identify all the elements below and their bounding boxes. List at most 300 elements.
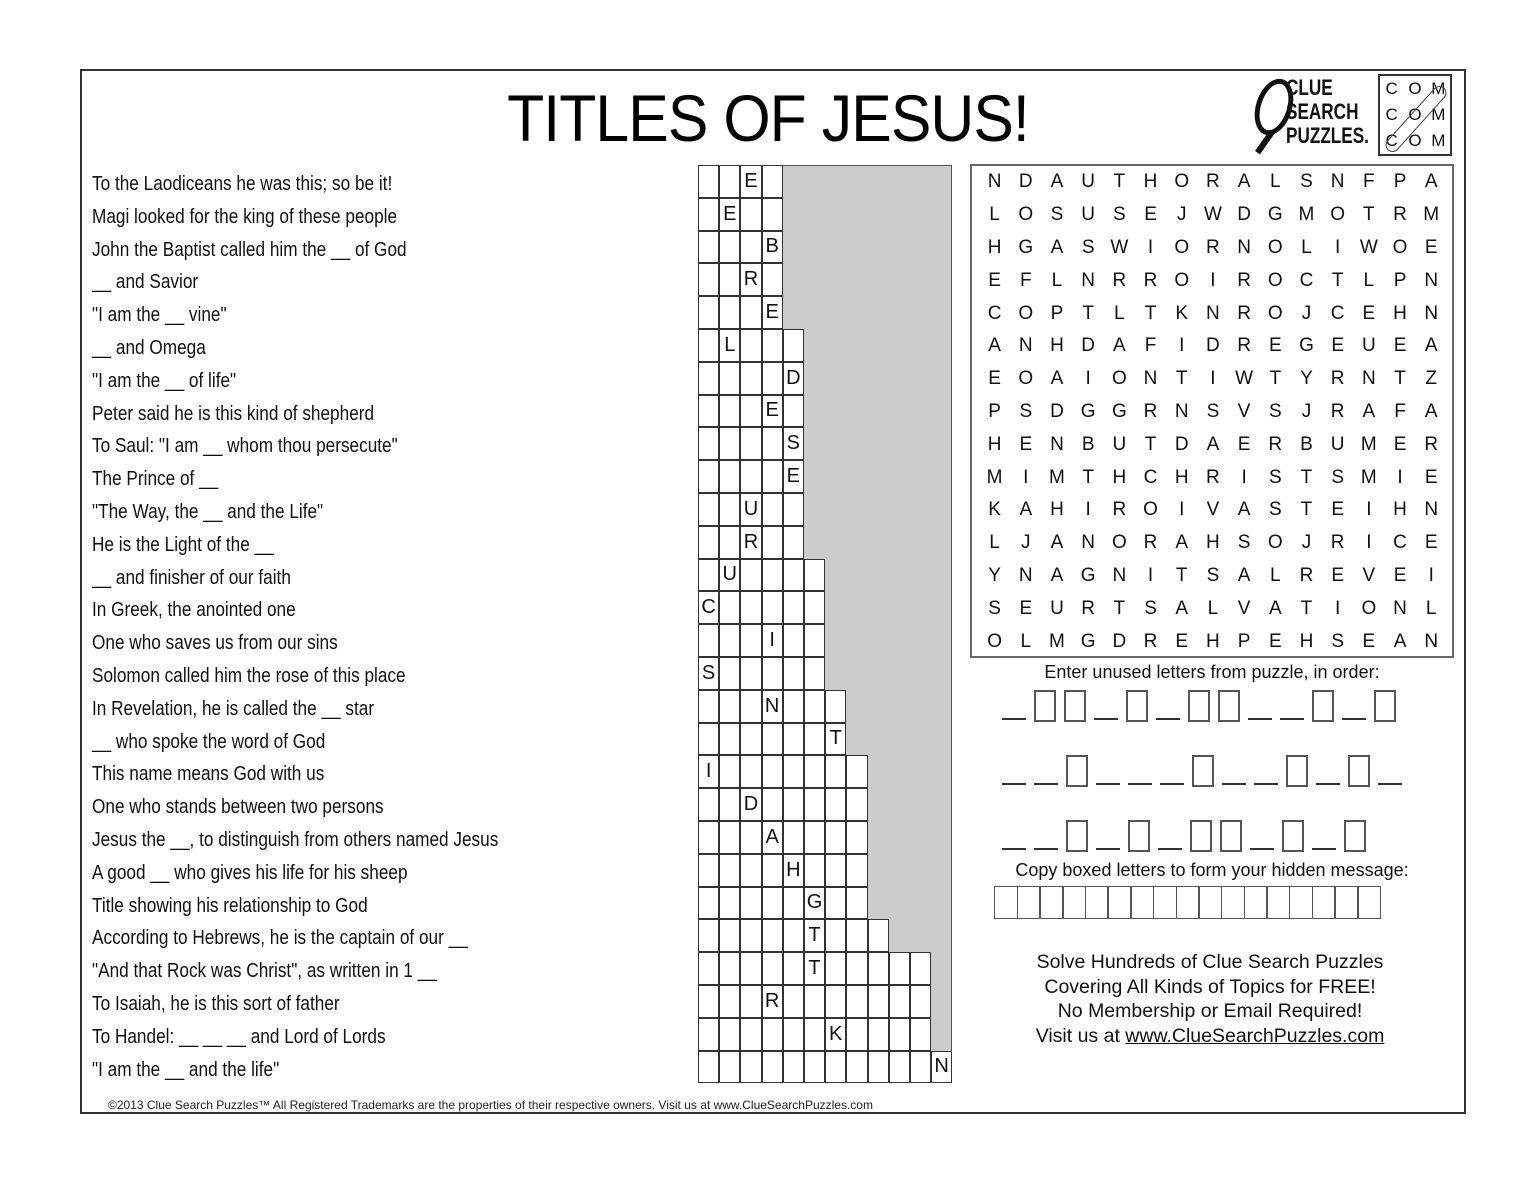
word-search-letter[interactable]: T — [1394, 368, 1406, 390]
word-search-letter[interactable]: H — [1393, 302, 1407, 324]
answer-cell[interactable] — [719, 690, 740, 723]
word-search-letter[interactable]: H — [1174, 466, 1189, 488]
answer-cell[interactable] — [804, 690, 825, 723]
hidden-message-box[interactable] — [1221, 886, 1245, 919]
answer-cell[interactable] — [804, 1051, 825, 1084]
word-search-letter[interactable]: E — [1393, 564, 1407, 586]
word-search-letter[interactable]: N — [1050, 433, 1064, 455]
answer-cell[interactable] — [783, 395, 804, 428]
answer-cell[interactable] — [783, 559, 804, 592]
answer-cell[interactable]: E — [719, 198, 740, 231]
word-search-letter[interactable]: O — [1018, 368, 1034, 390]
answer-cell[interactable] — [719, 362, 740, 395]
word-search-letter[interactable]: N — [1393, 597, 1407, 619]
answer-cell[interactable] — [740, 887, 761, 920]
boxed-letter-slot[interactable] — [1348, 755, 1370, 787]
answer-cell[interactable] — [740, 952, 761, 985]
answer-cell[interactable] — [762, 559, 783, 592]
word-search-letter[interactable]: E — [1424, 466, 1438, 488]
answer-cell[interactable] — [910, 985, 931, 1018]
answer-cell[interactable] — [846, 1018, 867, 1051]
boxed-letter-slot[interactable] — [1192, 755, 1214, 787]
word-search-letter[interactable]: R — [1206, 236, 1220, 258]
answer-cell[interactable] — [825, 821, 846, 854]
answer-cell[interactable] — [868, 1018, 889, 1051]
word-search-letter[interactable]: N — [1424, 269, 1439, 291]
word-search-letter[interactable]: E — [1019, 597, 1033, 619]
word-search-letter[interactable]: T — [1144, 302, 1157, 324]
answer-cell[interactable] — [719, 657, 740, 690]
word-search-letter[interactable]: L — [1269, 171, 1281, 193]
answer-cell[interactable] — [698, 198, 719, 231]
word-search-letter[interactable]: O — [1111, 532, 1127, 554]
answer-cell[interactable] — [698, 526, 719, 559]
answer-cell[interactable]: E — [762, 296, 783, 329]
word-search-letter[interactable]: A — [988, 335, 1001, 357]
word-search-letter[interactable]: I — [1335, 236, 1341, 258]
word-search-letter[interactable]: N — [1330, 171, 1345, 193]
word-search-letter[interactable]: S — [1050, 204, 1064, 226]
word-search-letter[interactable]: E — [1331, 564, 1344, 586]
answer-cell[interactable] — [698, 723, 719, 756]
word-search-letter[interactable]: M — [1049, 466, 1065, 488]
word-search-letter[interactable]: B — [1300, 433, 1313, 455]
answer-cell[interactable] — [698, 690, 719, 723]
hidden-message-box[interactable] — [1130, 886, 1154, 919]
word-search-letter[interactable]: L — [1301, 236, 1312, 258]
word-search-letter[interactable]: S — [1019, 400, 1033, 422]
answer-cell[interactable] — [825, 1051, 846, 1084]
word-search-letter[interactable]: O — [1174, 236, 1190, 258]
word-search-letter[interactable]: N — [1361, 368, 1376, 390]
hidden-message-box[interactable] — [1289, 886, 1313, 919]
word-search-letter[interactable]: E — [1268, 630, 1282, 652]
hidden-message-box[interactable] — [1062, 886, 1086, 919]
letter-blank[interactable] — [1250, 848, 1274, 850]
answer-cell[interactable] — [846, 821, 867, 854]
answer-cell[interactable] — [698, 263, 719, 296]
answer-cell[interactable]: N — [762, 690, 783, 723]
answer-cell[interactable] — [783, 329, 804, 362]
word-search-letter[interactable]: N — [1424, 630, 1439, 652]
answer-cell[interactable]: R — [740, 263, 761, 296]
word-search-letter[interactable]: U — [1081, 171, 1096, 193]
word-search-letter[interactable]: H — [1393, 499, 1407, 521]
word-search-letter[interactable]: D — [1050, 400, 1064, 422]
answer-cell[interactable] — [804, 591, 825, 624]
word-search-letter[interactable]: H — [1206, 532, 1220, 554]
word-search-letter[interactable]: F — [1363, 171, 1375, 193]
answer-cell[interactable] — [783, 493, 804, 526]
answer-cell[interactable]: G — [804, 887, 825, 920]
word-search-letter[interactable]: D — [1112, 630, 1127, 652]
answer-cell[interactable]: D — [740, 788, 761, 821]
boxed-letter-slot[interactable] — [1126, 690, 1148, 722]
hidden-message-box[interactable] — [1176, 886, 1200, 919]
answer-cell[interactable] — [804, 788, 825, 821]
answer-cell[interactable] — [698, 362, 719, 395]
answer-cell[interactable] — [783, 526, 804, 559]
answer-cell[interactable] — [804, 1018, 825, 1051]
word-search-letter[interactable]: N — [987, 171, 1002, 193]
word-search-letter[interactable]: F — [1019, 269, 1032, 291]
word-search-letter[interactable]: R — [1143, 269, 1158, 291]
answer-cell[interactable] — [740, 362, 761, 395]
answer-cell[interactable] — [740, 755, 761, 788]
word-search-letter[interactable]: I — [1366, 499, 1372, 521]
word-search-letter[interactable]: N — [1018, 335, 1033, 357]
answer-cell[interactable] — [762, 493, 783, 526]
word-search-letter[interactable]: Y — [1300, 368, 1313, 390]
word-search-letter[interactable]: U — [1081, 204, 1096, 226]
answer-cell[interactable] — [825, 788, 846, 821]
word-search-letter[interactable]: P — [988, 400, 1001, 422]
website-link[interactable]: www.ClueSearchPuzzles.com — [1125, 1024, 1385, 1047]
answer-cell[interactable] — [698, 427, 719, 460]
answer-cell[interactable] — [783, 755, 804, 788]
word-search-letter[interactable]: T — [1175, 368, 1188, 390]
answer-cell[interactable] — [740, 559, 761, 592]
word-search-letter[interactable]: O — [1330, 204, 1346, 226]
word-search-letter[interactable]: J — [1176, 204, 1187, 226]
word-search-letter[interactable]: J — [1021, 532, 1031, 554]
answer-cell[interactable]: D — [783, 362, 804, 395]
word-search-letter[interactable]: M — [1360, 433, 1377, 455]
answer-cell[interactable]: U — [740, 493, 761, 526]
boxed-letter-slot[interactable] — [1188, 690, 1210, 722]
word-search-letter[interactable]: I — [1210, 269, 1216, 291]
answer-cell[interactable] — [762, 427, 783, 460]
answer-cell[interactable] — [719, 723, 740, 756]
answer-cell[interactable]: R — [740, 526, 761, 559]
answer-cell[interactable] — [740, 1018, 761, 1051]
answer-cell[interactable] — [868, 985, 889, 1018]
answer-cell[interactable] — [719, 1018, 740, 1051]
answer-cell[interactable] — [889, 985, 910, 1018]
hidden-message-box[interactable] — [1017, 886, 1041, 919]
answer-cell[interactable] — [825, 952, 846, 985]
word-search-letter[interactable]: A — [1050, 564, 1064, 586]
answer-cell[interactable] — [762, 263, 783, 296]
word-search-letter[interactable]: A — [1393, 630, 1407, 652]
word-search-letter[interactable]: S — [1144, 597, 1157, 619]
boxed-letter-slot[interactable] — [1034, 690, 1056, 722]
word-search-letter[interactable]: W — [1110, 236, 1129, 258]
answer-cell[interactable] — [804, 821, 825, 854]
answer-cell[interactable]: I — [762, 624, 783, 657]
answer-cell[interactable] — [762, 1018, 783, 1051]
hidden-message-box[interactable] — [994, 886, 1018, 919]
clue-search-puzzles-logo[interactable] — [1250, 74, 1454, 158]
word-search-letter[interactable]: H — [1299, 630, 1314, 652]
answer-cell[interactable] — [698, 231, 719, 264]
word-search-letter[interactable]: O — [1018, 204, 1034, 226]
word-search-letter[interactable]: A — [1237, 564, 1251, 586]
word-search-letter[interactable]: W — [1203, 204, 1222, 226]
answer-cell[interactable] — [698, 1018, 719, 1051]
answer-cell[interactable] — [783, 723, 804, 756]
word-search-letter[interactable]: M — [1298, 204, 1315, 226]
answer-cell[interactable] — [698, 624, 719, 657]
answer-cell[interactable] — [719, 952, 740, 985]
word-search-letter[interactable]: N — [1424, 302, 1439, 324]
answer-cell[interactable] — [698, 329, 719, 362]
word-search-letter[interactable]: A — [1424, 335, 1438, 357]
word-search-letter[interactable]: C — [1143, 466, 1158, 488]
boxed-letter-slot[interactable] — [1344, 820, 1366, 852]
answer-cell[interactable] — [804, 755, 825, 788]
hidden-message-box[interactable] — [1198, 886, 1222, 919]
word-search-letter[interactable]: E — [1393, 433, 1407, 455]
word-search-letter[interactable]: U — [1050, 597, 1064, 619]
word-search-letter[interactable]: R — [1393, 204, 1407, 226]
word-search-letter[interactable]: K — [988, 499, 1001, 521]
word-search-letter[interactable]: A — [1206, 433, 1220, 455]
answer-cell[interactable] — [740, 624, 761, 657]
word-search-letter[interactable]: H — [987, 433, 1002, 455]
word-search-letter[interactable]: J — [1301, 532, 1312, 554]
answer-cell[interactable] — [740, 296, 761, 329]
word-search-letter[interactable]: R — [1081, 597, 1096, 619]
answer-cell[interactable] — [698, 788, 719, 821]
boxed-letter-slot[interactable] — [1286, 755, 1308, 787]
word-search-letter[interactable]: H — [1143, 171, 1158, 193]
letter-blank[interactable] — [1002, 848, 1026, 850]
word-search-letter[interactable]: E — [1424, 532, 1438, 554]
answer-cell[interactable] — [740, 657, 761, 690]
word-search-letter[interactable]: O — [1361, 597, 1377, 619]
word-search-letter[interactable]: W — [1359, 236, 1378, 258]
word-search-letter[interactable]: G — [1080, 564, 1096, 586]
word-search-letter[interactable]: D — [1081, 335, 1096, 357]
word-search-letter[interactable]: A — [1268, 597, 1282, 619]
boxed-letter-slot[interactable] — [1312, 690, 1334, 722]
word-search-letter[interactable]: S — [1268, 400, 1282, 422]
answer-cell[interactable]: T — [825, 723, 846, 756]
answer-cell[interactable] — [825, 854, 846, 887]
word-search-letter[interactable]: D — [1174, 433, 1189, 455]
hidden-message-box[interactable] — [1039, 886, 1063, 919]
word-search-letter[interactable]: A — [1424, 171, 1438, 193]
answer-cell[interactable]: U — [719, 559, 740, 592]
answer-cell[interactable]: R — [762, 985, 783, 1018]
word-search-letter[interactable]: M — [986, 466, 1003, 488]
answer-cell[interactable] — [740, 427, 761, 460]
answer-cell[interactable] — [910, 1018, 931, 1051]
answer-cell[interactable]: E — [783, 460, 804, 493]
answer-cell[interactable] — [783, 657, 804, 690]
word-search-letter[interactable]: L — [1425, 597, 1437, 619]
word-search-letter[interactable]: L — [1269, 564, 1281, 586]
word-search-letter[interactable]: O — [1111, 368, 1127, 390]
answer-cell[interactable] — [719, 296, 740, 329]
answer-cell[interactable] — [719, 624, 740, 657]
letter-blank[interactable] — [1280, 718, 1304, 720]
answer-cell[interactable]: K — [825, 1018, 846, 1051]
word-search-letter[interactable]: L — [989, 532, 1000, 554]
letter-blank[interactable] — [1316, 783, 1340, 785]
word-search-letter[interactable]: T — [1269, 368, 1282, 390]
answer-cell[interactable] — [804, 985, 825, 1018]
word-search-letter[interactable]: D — [1018, 171, 1033, 193]
answer-cell[interactable] — [762, 755, 783, 788]
word-search-letter[interactable]: G — [1267, 204, 1283, 226]
word-search-letter[interactable]: I — [1147, 564, 1154, 586]
word-search-letter[interactable]: U — [1361, 335, 1376, 357]
letter-blank[interactable] — [1378, 783, 1402, 785]
word-search-letter[interactable]: E — [1019, 433, 1033, 455]
answer-cell[interactable] — [762, 591, 783, 624]
word-search-letter[interactable]: R — [1143, 532, 1158, 554]
word-search-letter[interactable]: C — [987, 302, 1002, 324]
boxed-letter-slot[interactable] — [1128, 820, 1150, 852]
letter-blank[interactable] — [1312, 848, 1336, 850]
word-search-letter[interactable]: O — [1267, 269, 1283, 291]
answer-cell[interactable] — [846, 887, 867, 920]
word-search-letter[interactable]: R — [1206, 171, 1220, 193]
answer-cell[interactable] — [825, 755, 846, 788]
answer-cell[interactable] — [846, 755, 867, 788]
answer-cell[interactable] — [762, 460, 783, 493]
answer-cell[interactable]: T — [804, 952, 825, 985]
word-search-letter[interactable]: V — [1362, 564, 1376, 586]
answer-cell[interactable] — [762, 329, 783, 362]
answer-cell[interactable] — [783, 985, 804, 1018]
answer-cell[interactable]: S — [698, 657, 719, 690]
word-search-letter[interactable]: I — [1428, 564, 1434, 586]
answer-cell[interactable] — [783, 624, 804, 657]
word-search-letter[interactable]: I — [1023, 466, 1029, 488]
answer-cell[interactable] — [762, 854, 783, 887]
word-search-letter[interactable]: I — [1085, 368, 1091, 390]
answer-cell[interactable] — [740, 591, 761, 624]
word-search-letter[interactable]: C — [1330, 302, 1345, 324]
word-search-letter[interactable]: N — [1081, 532, 1096, 554]
word-search-letter[interactable]: S — [1113, 204, 1126, 226]
word-search-letter[interactable]: H — [987, 236, 1002, 258]
word-search-letter[interactable]: F — [1144, 335, 1157, 357]
word-search-letter[interactable]: R — [1424, 433, 1439, 455]
word-search-letter[interactable]: R — [1143, 400, 1158, 422]
answer-cell[interactable] — [910, 1051, 931, 1084]
word-search-letter[interactable]: E — [1175, 630, 1189, 652]
word-search-letter[interactable]: O — [1267, 302, 1283, 324]
answer-cell[interactable] — [783, 952, 804, 985]
answer-cell[interactable] — [740, 723, 761, 756]
word-search-letter[interactable]: T — [1082, 302, 1094, 324]
answer-cell[interactable] — [804, 559, 825, 592]
word-search-letter[interactable]: N — [1081, 269, 1096, 291]
word-search-letter[interactable]: E — [1393, 335, 1407, 357]
word-search-letter[interactable]: O — [1267, 532, 1283, 554]
word-search-letter[interactable]: I — [1179, 335, 1185, 357]
word-search-letter[interactable]: Y — [988, 564, 1001, 586]
word-search-letter[interactable]: R — [1112, 499, 1127, 521]
letter-blank[interactable] — [1222, 783, 1246, 785]
answer-cell[interactable] — [740, 231, 761, 264]
answer-cell[interactable]: N — [931, 1051, 952, 1084]
word-search-letter[interactable]: S — [1268, 499, 1282, 521]
boxed-letter-slot[interactable] — [1064, 690, 1086, 722]
letter-blank[interactable] — [1094, 718, 1118, 720]
answer-cell[interactable] — [698, 165, 719, 198]
answer-cell[interactable] — [910, 952, 931, 985]
answer-cell[interactable] — [762, 723, 783, 756]
answer-cell[interactable]: C — [698, 591, 719, 624]
hidden-message-box[interactable] — [1266, 886, 1290, 919]
word-search-letter[interactable]: J — [1301, 302, 1312, 324]
word-search-letter[interactable]: H — [1112, 466, 1127, 488]
word-search-letter[interactable]: L — [1207, 597, 1219, 619]
word-search-letter[interactable]: T — [1113, 597, 1126, 619]
letter-blank[interactable] — [1342, 718, 1366, 720]
answer-cell[interactable] — [868, 919, 889, 952]
answer-cell[interactable]: T — [804, 919, 825, 952]
answer-cell[interactable] — [698, 919, 719, 952]
word-search-letter[interactable]: R — [1237, 335, 1251, 357]
word-search-letter[interactable]: A — [1362, 400, 1376, 422]
word-search-letter[interactable]: O — [1267, 236, 1283, 258]
letter-blank[interactable] — [1254, 783, 1278, 785]
answer-cell[interactable] — [762, 362, 783, 395]
word-search-letter[interactable]: N — [1237, 236, 1251, 258]
letter-blank[interactable] — [1160, 783, 1184, 785]
word-search-letter[interactable]: J — [1301, 400, 1312, 422]
word-search-letter[interactable]: A — [1019, 499, 1033, 521]
answer-cell[interactable] — [740, 460, 761, 493]
letter-blank[interactable] — [1096, 783, 1120, 785]
answer-cell[interactable] — [719, 919, 740, 952]
answer-cell[interactable] — [889, 1018, 910, 1051]
word-search-letter[interactable]: T — [1082, 466, 1094, 488]
hidden-message-box[interactable] — [1107, 886, 1131, 919]
answer-cell[interactable] — [698, 395, 719, 428]
word-search-letter[interactable]: O — [1143, 499, 1158, 521]
answer-cell[interactable] — [825, 887, 846, 920]
word-search-letter[interactable]: L — [989, 204, 1000, 226]
answer-cell[interactable] — [762, 165, 783, 198]
letter-blank[interactable] — [1034, 783, 1058, 785]
answer-cell[interactable] — [846, 919, 867, 952]
word-search-letter[interactable]: T — [1300, 499, 1313, 521]
word-search-letter[interactable]: M — [1049, 630, 1065, 652]
word-search-letter[interactable]: L — [1363, 269, 1375, 291]
word-search-letter[interactable]: A — [1050, 532, 1064, 554]
answer-cell[interactable] — [698, 559, 719, 592]
answer-cell[interactable] — [698, 1051, 719, 1084]
word-search-letter[interactable]: E — [1331, 499, 1344, 521]
word-search-letter[interactable]: O — [987, 630, 1002, 652]
word-search-letter[interactable]: Z — [1425, 368, 1438, 390]
word-search-letter[interactable]: S — [1237, 532, 1251, 554]
answer-cell[interactable] — [740, 1051, 761, 1084]
word-search-letter[interactable]: R — [1268, 433, 1283, 455]
answer-cell[interactable] — [825, 985, 846, 1018]
word-search-letter[interactable]: I — [1366, 532, 1372, 554]
word-search-letter[interactable]: A — [1175, 532, 1189, 554]
word-search-letter[interactable]: E — [988, 269, 1001, 291]
word-search-letter[interactable]: U — [1112, 433, 1127, 455]
word-search-letter[interactable]: N — [1143, 368, 1158, 390]
hidden-message-box[interactable] — [1334, 886, 1358, 919]
answer-cell[interactable]: L — [719, 329, 740, 362]
answer-cell[interactable] — [740, 329, 761, 362]
answer-cell[interactable] — [783, 1051, 804, 1084]
word-search-letter[interactable]: E — [1237, 433, 1251, 455]
answer-cell[interactable] — [783, 591, 804, 624]
answer-cell[interactable] — [719, 460, 740, 493]
boxed-letter-slot[interactable] — [1220, 820, 1242, 852]
